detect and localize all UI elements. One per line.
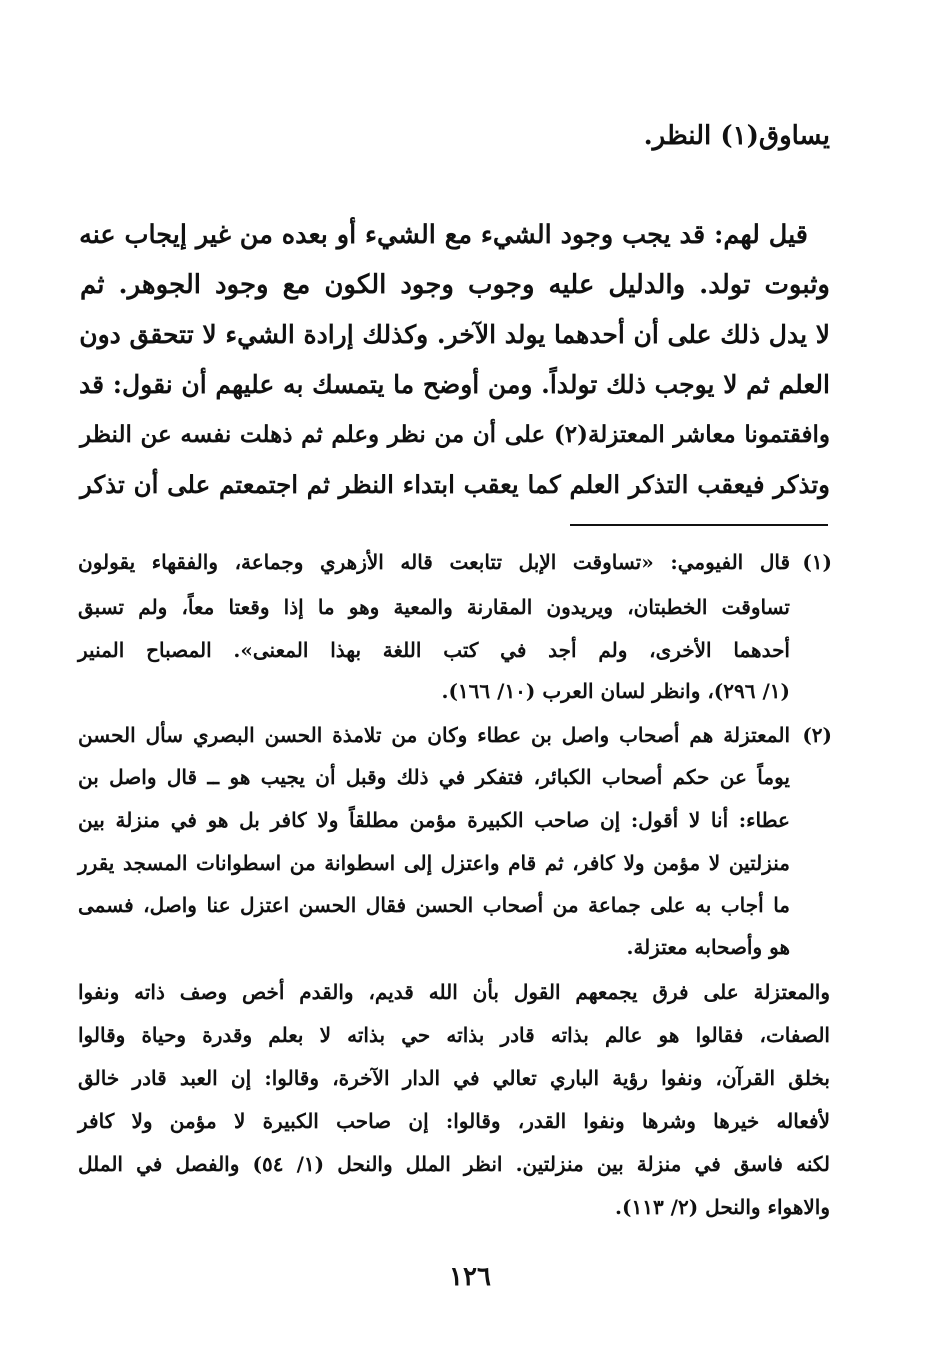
carryover-line: يساوق(١) النظر. xyxy=(643,121,830,151)
footnote-2-cont-line-3: بخلق القرآن، ونفوا رؤية الباري تعالي في الدار الآخرة، وقالوا: إن العبد قادر خالق xyxy=(78,1066,830,1090)
footnote-1-line-2: تساوقت الخطبتان، ويريدون المقارنة والمعية وهو ما إذا وقعتا معاً، ولم تسبق xyxy=(78,595,790,619)
footnote-2-line-5: ما أجاب به على جماعة من أصحاب الحسن فقال الحسن اعتزل عنا واصل، فسمى xyxy=(78,893,790,917)
footnote-2-cont-line-6: والاهواء والنحل (٢/ ١١٣). xyxy=(615,1195,830,1219)
footnote-1-line-1: قال الفيومي: «تساوقت الإبل تتابعت قاله الأزهري وجماعة، والفقهاء يقولون xyxy=(78,550,790,574)
footnote-2-line-2: يوماً عن حكم أصحاب الكبائر، فتفكر في ذلك وقبل أن يجيب هو ــ قال واصل بن xyxy=(78,765,790,789)
page-number: ١٢٦ xyxy=(449,1262,491,1292)
body-line-5: وافقتمونا معاشر المعتزلة(٢) على أن من نظر وعلم ثم ذهلت نفسه عن النظر xyxy=(80,421,831,448)
footnote-2-number: (٢) xyxy=(802,723,832,747)
footnote-1-number: (١) xyxy=(802,550,832,574)
footnote-2-line-6: هو وأصحابه معتزلة. xyxy=(626,935,790,959)
footnote-2-cont-line-2: الصفات، فقالوا هو عالم بذاته قادر بذاته حي بذاته لا بعلم وقدرة وحياة وقالوا xyxy=(78,1023,830,1047)
footnote-2-line-3: عطاء: أنا لا أقول: إن صاحب الكبيرة مؤمن مطلقاً ولا كافر بل هو في منزلة بين xyxy=(78,808,790,832)
footnote-1-line-3: أحدهما الأخرى، ولم أجد في كتب اللغة بهذا المعنى». المصباح المنير xyxy=(78,638,790,662)
footnote-2-line-4: منزلتين لا مؤمن ولا كافر، ثم قام واعتزل إلى اسطوانة من اسطوانات المسجد يقرر xyxy=(78,851,790,875)
footnote-1-line-4: (١/ ٢٩٦)، وانظر لسان العرب (١٠/ ١٦٦). xyxy=(441,679,790,703)
footnote-2-cont-line-5: لكنه فاسق في منزلة بين منزلتين. انظر الملل والنحل (١/ ٥٤) والفصل في الملل xyxy=(78,1152,830,1176)
body-line-3: لا يدل ذلك على أن أحدهما يولد الآخر. وكذلك إرادة الشيء لا تتحقق دون xyxy=(79,320,830,349)
body-line-6: وتذكر فيعقب التذكر العلم كما يعقب ابتداء النظر ثم اجتمعتم على أن تذكر xyxy=(80,470,830,499)
footnote-separator xyxy=(570,524,828,526)
body-line-1: قيل لهم: قد يجب وجود الشيء مع الشيء أو بعده من غير إيجاب عنه xyxy=(79,220,808,250)
footnote-2-line-1: المعتزلة هم أصحاب واصل بن عطاء وكان من تلامذة الحسن البصري سأل الحسن xyxy=(78,723,790,747)
footnote-2-cont-line-4: لأفعاله خيرها وشرها ونفوا القدر، وقالوا: إن صاحب الكبيرة لا مؤمن ولا كافر xyxy=(78,1109,830,1133)
body-line-2: وثبوت تولد. والدليل عليه وجوب وجود الكون مع وجود الجوهر. ثم xyxy=(80,270,830,300)
body-line-4: العلم ثم لا يوجب ذلك تولداً. ومن أوضح ما يتمسك به عليهم أن نقول: قد xyxy=(79,370,830,399)
footnote-2-cont-line-1: والمعتزلة على فرق يجمعهم القول بأن الله قديم، والقدم أخص وصف ذاته ونفوا xyxy=(78,980,830,1004)
